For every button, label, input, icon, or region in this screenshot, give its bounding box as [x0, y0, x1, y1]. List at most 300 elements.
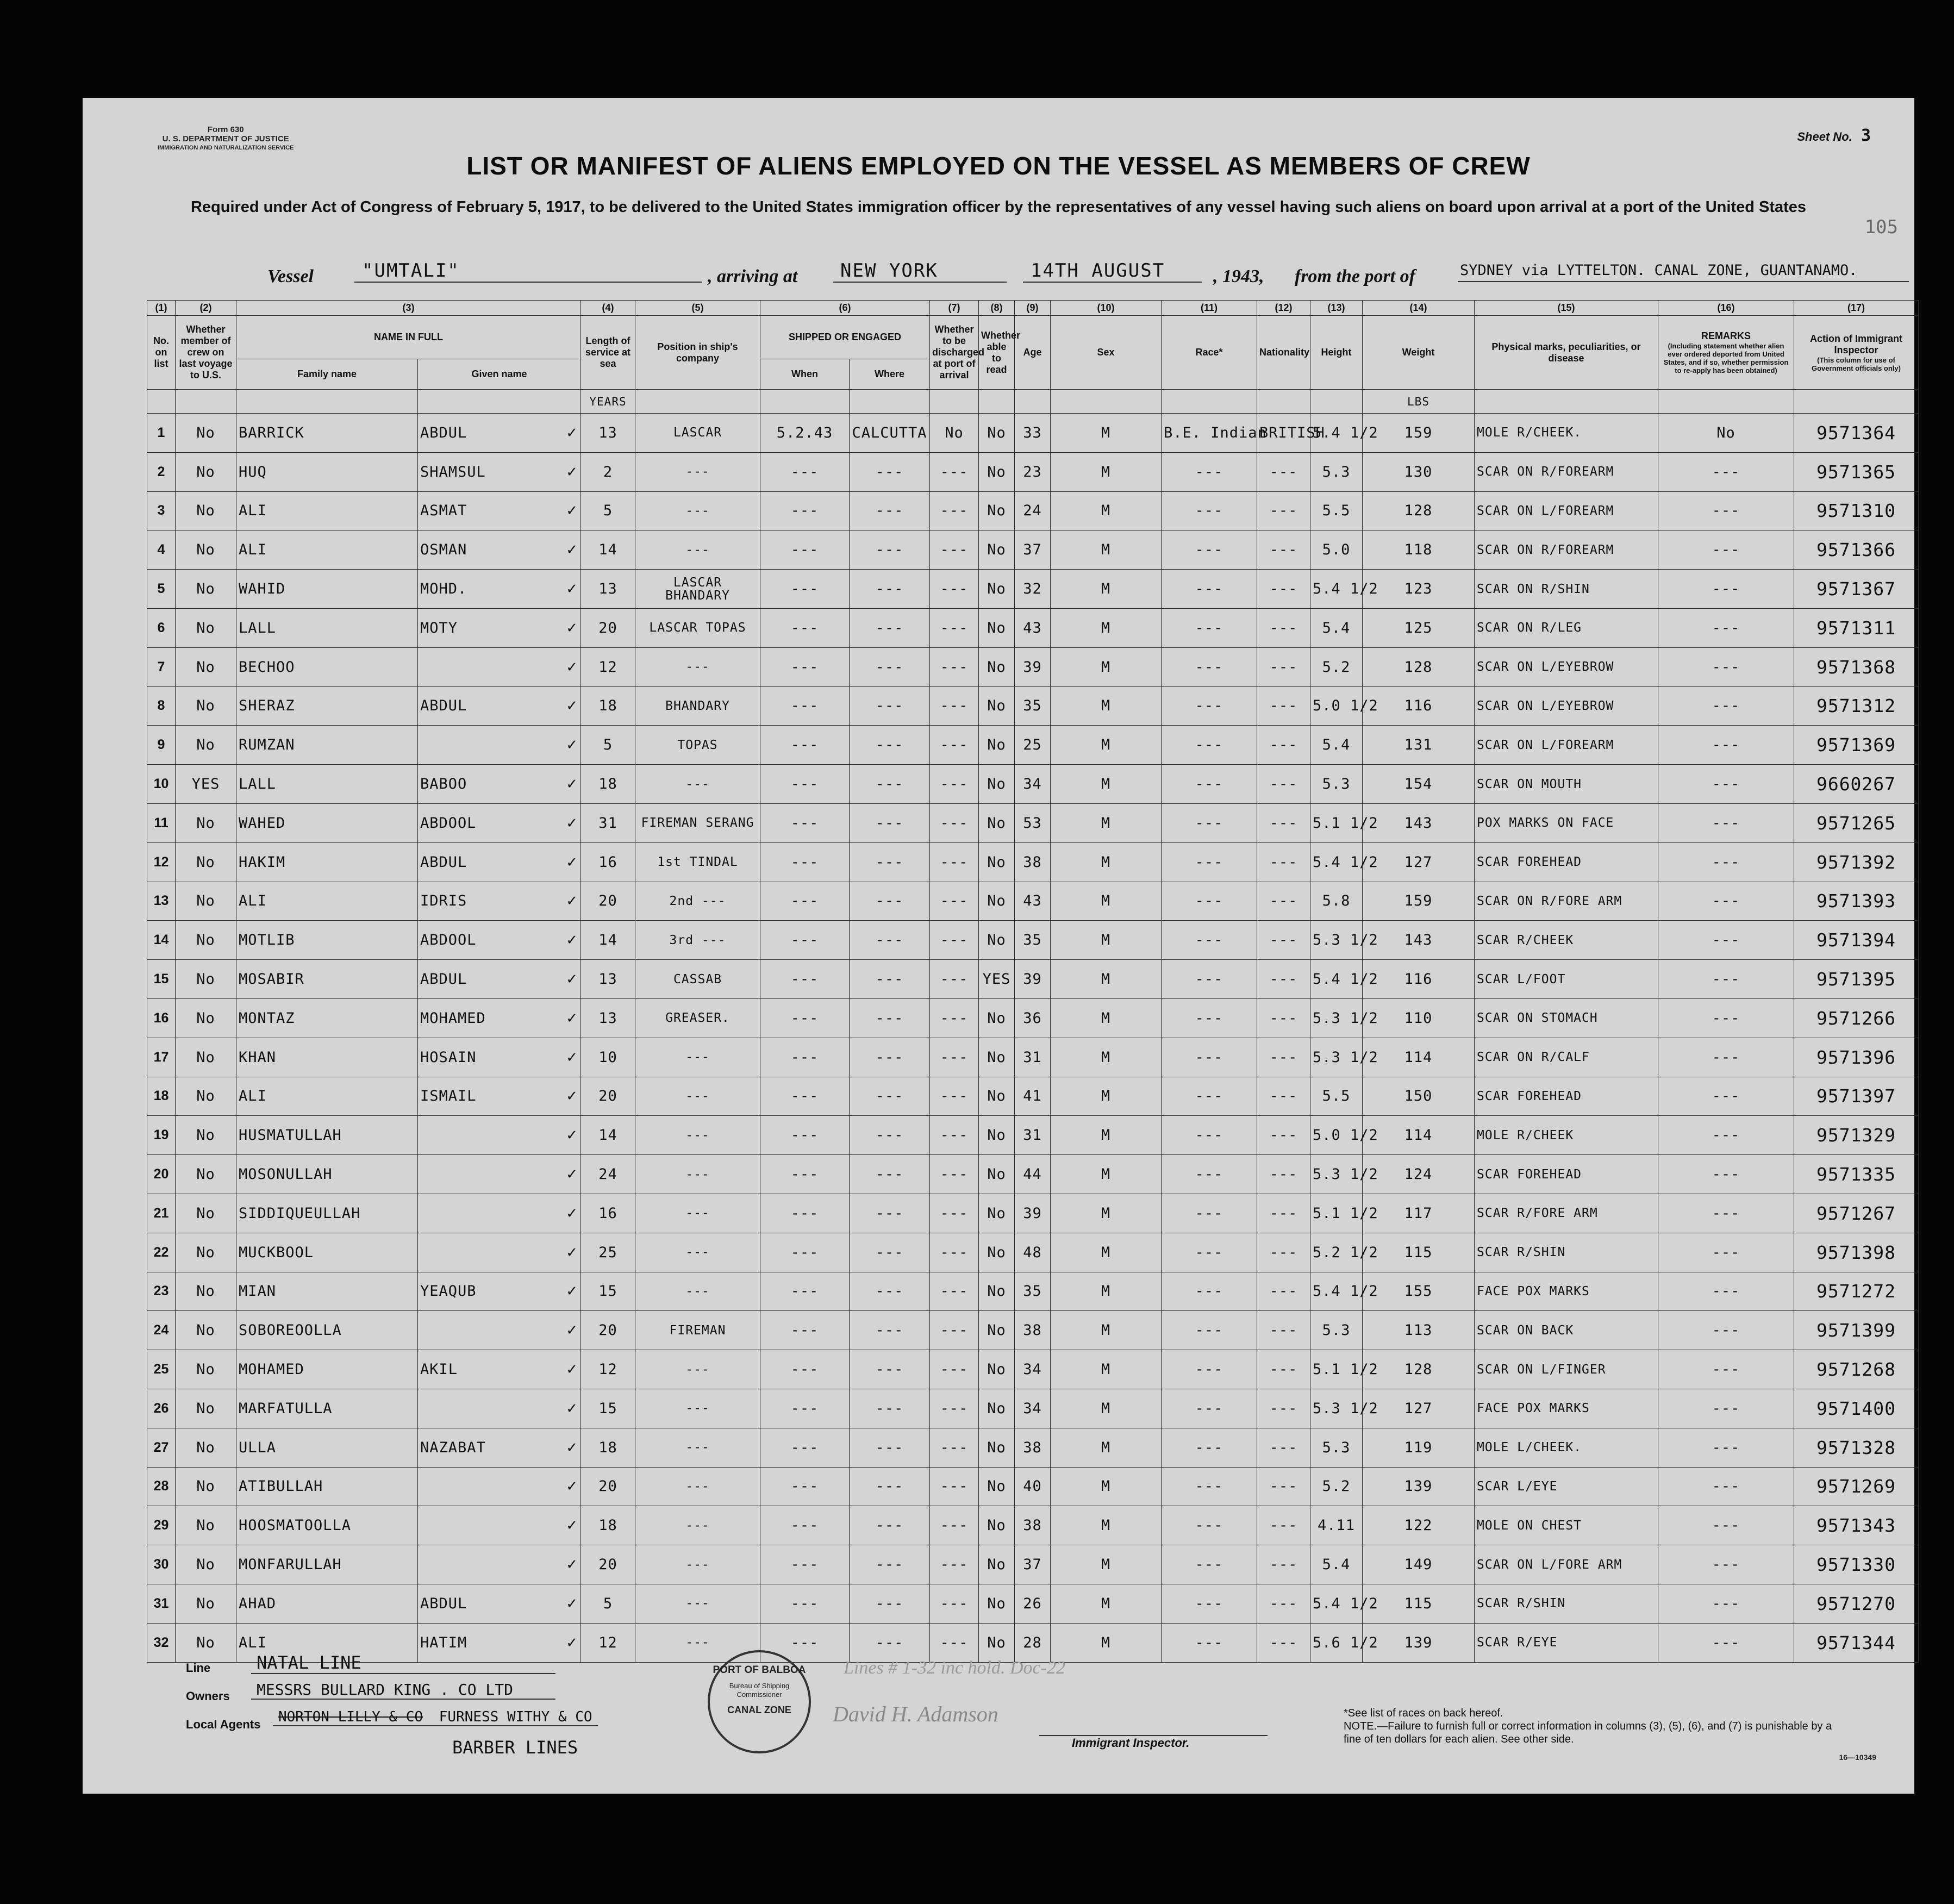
height-cell: 5.4 1/2 — [1310, 842, 1363, 882]
race-cell: --- — [1162, 1584, 1257, 1623]
department-name: U. S. DEPARTMENT OF JUSTICE — [162, 134, 289, 143]
weight-cell: 154 — [1363, 765, 1475, 804]
years-unit: YEARS — [581, 390, 635, 414]
member-last-voyage-cell: No — [176, 921, 236, 960]
inspector-action-cell: 9571392 — [1794, 842, 1919, 882]
able-to-read-cell: No — [979, 1272, 1015, 1311]
nationality-cell: --- — [1257, 570, 1310, 609]
sex-cell: M — [1051, 960, 1162, 999]
nationality-cell: --- — [1257, 1584, 1310, 1623]
list-number-cell: 14 — [147, 921, 176, 960]
inspector-action-cell: 9571365 — [1794, 452, 1919, 491]
shipped-where-cell: --- — [850, 842, 930, 882]
list-number-cell: 22 — [147, 1233, 176, 1272]
able-to-read-cell: No — [979, 803, 1015, 842]
able-to-read-cell: No — [979, 530, 1015, 570]
physical-marks-cell: SCAR ON R/SHIN — [1475, 570, 1658, 609]
weight-cell: 128 — [1363, 647, 1475, 686]
penalty-note: NOTE.—Failure to furnish full or correct information in columns (3), (5), (6), and (7) is punishable by a fine of ten dollars for each alien. See other side. — [1344, 1720, 1832, 1745]
weight-cell: 128 — [1363, 1350, 1475, 1389]
nationality-cell: --- — [1257, 1077, 1310, 1116]
race-cell: --- — [1162, 1116, 1257, 1155]
discharged-cell: --- — [930, 1272, 979, 1311]
sex-cell: M — [1051, 1272, 1162, 1311]
age-cell: 38 — [1015, 1428, 1051, 1467]
position-cell: --- — [635, 1545, 760, 1584]
shipped-when-cell: --- — [760, 882, 850, 921]
remarks-cell: --- — [1658, 1272, 1794, 1311]
position-cell: LASCAR — [635, 414, 760, 453]
height-cell: 5.4 1/2 — [1310, 1584, 1363, 1623]
position-cell: FIREMAN SERANG — [635, 803, 760, 842]
height-cell: 5.5 — [1310, 1077, 1363, 1116]
race-cell: --- — [1162, 726, 1257, 765]
service-length-cell: 2 — [581, 452, 635, 491]
remarks-cell: --- — [1658, 1194, 1794, 1233]
service-length-cell: 14 — [581, 921, 635, 960]
sex-cell: M — [1051, 530, 1162, 570]
physical-marks-cell: MOLE R/CHEEK — [1475, 1116, 1658, 1155]
remarks-cell: --- — [1658, 530, 1794, 570]
family-name-cell: AHAD — [236, 1584, 418, 1623]
able-to-read-cell: No — [979, 726, 1015, 765]
shipped-when-cell: 5.2.43 — [760, 414, 850, 453]
family-name-cell: KHAN — [236, 1038, 418, 1077]
given-name-cell — [418, 1272, 581, 1311]
sex-cell: M — [1051, 803, 1162, 842]
col-number: (7) — [930, 301, 979, 316]
col-number: (13) — [1310, 301, 1363, 316]
sheet-number: 3 — [1861, 126, 1871, 145]
remarks-cell: --- — [1658, 608, 1794, 647]
list-number-cell: 10 — [147, 765, 176, 804]
member-last-voyage-cell: No — [176, 452, 236, 491]
sheet-number-field — [1797, 126, 1871, 145]
shipped-where-cell: --- — [850, 1155, 930, 1194]
inspector-action-cell: 9571397 — [1794, 1077, 1919, 1116]
agents-row-2 — [186, 1737, 653, 1765]
position-cell: --- — [635, 452, 760, 491]
list-number-cell: 30 — [147, 1545, 176, 1584]
vessel-label: Vessel — [267, 266, 314, 286]
col-number: (5) — [635, 301, 760, 316]
family-name-cell: RUMZAN — [236, 726, 418, 765]
sex-cell: M — [1051, 647, 1162, 686]
position-cell: CASSAB — [635, 960, 760, 999]
family-name-cell: ALI — [236, 882, 418, 921]
service-length-cell: 13 — [581, 960, 635, 999]
given-name-cell — [418, 530, 581, 570]
arrival-date: 14TH AUGUST — [1023, 260, 1202, 283]
crew-row — [147, 414, 1919, 453]
sex-cell: M — [1051, 1350, 1162, 1389]
given-name-text: HOSAIN — [420, 1048, 477, 1066]
physical-marks-cell: SCAR ON L/FINGER — [1475, 1350, 1658, 1389]
race-cell: --- — [1162, 530, 1257, 570]
sex-cell: M — [1051, 1467, 1162, 1506]
inspector-action-cell: 9571270 — [1794, 1584, 1919, 1623]
race-cell: --- — [1162, 842, 1257, 882]
given-name-cell — [418, 1545, 581, 1584]
remarks-cell: --- — [1658, 452, 1794, 491]
height-cell: 5.6 1/2 — [1310, 1623, 1363, 1662]
service-length-cell: 14 — [581, 1116, 635, 1155]
shipped-where-cell: --- — [850, 803, 930, 842]
family-name-cell: MOTLIB — [236, 921, 418, 960]
shipped-where-cell: --- — [850, 1389, 930, 1428]
form-number: Form 630 — [207, 125, 244, 134]
list-number-cell: 15 — [147, 960, 176, 999]
position-cell: --- — [635, 1350, 760, 1389]
sex-cell: M — [1051, 726, 1162, 765]
nationality-cell: --- — [1257, 1311, 1310, 1350]
weight-cell: 159 — [1363, 882, 1475, 921]
shipped-when-cell: --- — [760, 1116, 850, 1155]
shipped-when-cell: --- — [760, 686, 850, 726]
discharged-cell: --- — [930, 1584, 979, 1623]
given-name-text: OSMAN — [420, 541, 467, 559]
physical-marks-cell: SCAR L/FOOT — [1475, 960, 1658, 999]
position-cell: LASCAR TOPAS — [635, 608, 760, 647]
header-where: Where — [850, 359, 930, 390]
document-title: LIST OR MANIFEST OF ALIENS EMPLOYED ON THE VESSEL AS MEMBERS OF CREW — [466, 152, 1531, 180]
family-name-cell: MONFARULLAH — [236, 1545, 418, 1584]
age-cell: 39 — [1015, 960, 1051, 999]
list-number-cell: 25 — [147, 1350, 176, 1389]
race-cell: --- — [1162, 608, 1257, 647]
member-last-voyage-cell: No — [176, 1350, 236, 1389]
remarks-title: REMARKS — [1701, 330, 1751, 341]
weight-cell: 139 — [1363, 1467, 1475, 1506]
family-name-cell: LALL — [236, 765, 418, 804]
weight-cell: 116 — [1363, 960, 1475, 999]
member-last-voyage-cell: No — [176, 1506, 236, 1545]
check-mark-icon: ✓ — [566, 425, 578, 441]
discharged-cell: --- — [930, 452, 979, 491]
member-last-voyage-cell: No — [176, 1623, 236, 1662]
check-mark-icon: ✓ — [566, 503, 578, 520]
shipped-where-cell: --- — [850, 1428, 930, 1467]
list-number-cell: 26 — [147, 1389, 176, 1428]
member-last-voyage-cell: No — [176, 882, 236, 921]
given-name-text: ABDUL — [420, 697, 467, 715]
physical-marks-cell: SCAR ON L/FORE ARM — [1475, 1545, 1658, 1584]
header-given-name: Given name — [418, 359, 581, 390]
member-last-voyage-cell: No — [176, 686, 236, 726]
inspector-action-cell: 9571369 — [1794, 726, 1919, 765]
line-label: Line — [186, 1661, 211, 1675]
crew-row — [147, 686, 1919, 726]
member-last-voyage-cell: No — [176, 1194, 236, 1233]
physical-marks-cell: SCAR ON L/FOREARM — [1475, 726, 1658, 765]
shipped-where-cell: --- — [850, 570, 930, 609]
position-cell: --- — [635, 1194, 760, 1233]
given-name-cell — [418, 686, 581, 726]
shipped-where-cell: CALCUTTA — [850, 414, 930, 453]
given-name-cell — [418, 1350, 581, 1389]
header-remarks — [1658, 316, 1794, 390]
given-name-text: SHAMSUL — [420, 463, 486, 480]
race-cell: --- — [1162, 647, 1257, 686]
able-to-read-cell: No — [979, 882, 1015, 921]
agents-current: FURNESS WITHY & CO — [439, 1709, 592, 1725]
family-name-cell: LALL — [236, 608, 418, 647]
shipped-where-cell: --- — [850, 1545, 930, 1584]
nationality-cell: --- — [1257, 1467, 1310, 1506]
shipped-when-cell: --- — [760, 1506, 850, 1545]
given-name-text: ASMAT — [420, 502, 467, 520]
header-able-to-read: Whether able to read — [979, 316, 1015, 390]
col-number: (14) — [1363, 301, 1475, 316]
remarks-cell: --- — [1658, 491, 1794, 530]
crew-row — [147, 1467, 1919, 1506]
inspector-action-cell: 9571366 — [1794, 530, 1919, 570]
able-to-read-cell: No — [979, 921, 1015, 960]
nationality-cell: --- — [1257, 1428, 1310, 1467]
shipped-when-cell: --- — [760, 1467, 850, 1506]
physical-marks-cell: MOLE L/CHEEK. — [1475, 1428, 1658, 1467]
age-cell: 35 — [1015, 1272, 1051, 1311]
weight-cell: 123 — [1363, 570, 1475, 609]
discharged-cell: --- — [930, 1623, 979, 1662]
remarks-cell: --- — [1658, 1584, 1794, 1623]
crew-row — [147, 608, 1919, 647]
given-name-cell — [418, 570, 581, 609]
inspector-action-cell: 9571272 — [1794, 1272, 1919, 1311]
col-number: (12) — [1257, 301, 1310, 316]
given-name-cell — [418, 414, 581, 453]
height-cell: 5.3 — [1310, 452, 1363, 491]
check-mark-icon: ✓ — [566, 1518, 578, 1534]
height-cell: 5.3 1/2 — [1310, 921, 1363, 960]
age-cell: 25 — [1015, 726, 1051, 765]
race-cell: --- — [1162, 1545, 1257, 1584]
weight-cell: 113 — [1363, 1311, 1475, 1350]
race-cell: --- — [1162, 452, 1257, 491]
age-cell: 40 — [1015, 1467, 1051, 1506]
check-mark-icon: ✓ — [566, 932, 578, 949]
age-cell: 43 — [1015, 882, 1051, 921]
sex-cell: M — [1051, 1155, 1162, 1194]
crew-row — [147, 960, 1919, 999]
sex-cell: M — [1051, 608, 1162, 647]
shipped-when-cell: --- — [760, 726, 850, 765]
remarks-cell: --- — [1658, 1428, 1794, 1467]
given-name-cell — [418, 960, 581, 999]
height-cell: 5.0 — [1310, 530, 1363, 570]
position-cell: --- — [635, 1038, 760, 1077]
nationality-cell: --- — [1257, 1272, 1310, 1311]
position-cell: --- — [635, 491, 760, 530]
nationality-cell: --- — [1257, 1155, 1310, 1194]
header-age: Age — [1015, 316, 1051, 390]
family-name-cell: ALI — [236, 1623, 418, 1662]
crew-rows — [147, 390, 1919, 1663]
remarks-cell: --- — [1658, 842, 1794, 882]
discharged-cell: --- — [930, 491, 979, 530]
inspector-action-cell: 9571328 — [1794, 1428, 1919, 1467]
header-name-in-full: NAME IN FULL — [236, 316, 581, 359]
col-number: (9) — [1015, 301, 1051, 316]
able-to-read-cell: No — [979, 1116, 1015, 1155]
weight-cell: 119 — [1363, 1428, 1475, 1467]
shipped-where-cell: --- — [850, 1350, 930, 1389]
shipped-when-cell: --- — [760, 1038, 850, 1077]
check-mark-icon: ✓ — [566, 464, 578, 480]
height-cell: 5.4 1/2 — [1310, 1272, 1363, 1311]
race-cell: --- — [1162, 570, 1257, 609]
height-cell: 5.4 1/2 — [1310, 570, 1363, 609]
shipped-when-cell: --- — [760, 960, 850, 999]
check-mark-icon: ✓ — [566, 1010, 578, 1027]
inspector-annotation: Lines # 1-32 inc hold. Doc-22 — [844, 1658, 1065, 1678]
given-name-cell — [418, 1233, 581, 1272]
crew-row — [147, 452, 1919, 491]
col-number: (8) — [979, 301, 1015, 316]
manifest-footer — [186, 1652, 653, 1765]
service-length-cell: 16 — [581, 842, 635, 882]
age-cell: 31 — [1015, 1116, 1051, 1155]
list-number-cell: 6 — [147, 608, 176, 647]
crew-row — [147, 882, 1919, 921]
check-mark-icon: ✓ — [566, 815, 578, 832]
nationality-cell: --- — [1257, 647, 1310, 686]
shipped-when-cell: --- — [760, 530, 850, 570]
check-mark-icon: ✓ — [566, 1088, 578, 1105]
able-to-read-cell: No — [979, 647, 1015, 686]
able-to-read-cell: No — [979, 842, 1015, 882]
shipped-where-cell: --- — [850, 647, 930, 686]
given-name-cell — [418, 882, 581, 921]
family-name-cell: SIDDIQUEULLAH — [236, 1194, 418, 1233]
sex-cell: M — [1051, 882, 1162, 921]
height-cell: 5.3 — [1310, 765, 1363, 804]
crew-row — [147, 570, 1919, 609]
shipped-when-cell: --- — [760, 647, 850, 686]
check-mark-icon: ✓ — [566, 1322, 578, 1339]
position-cell: FIREMAN — [635, 1311, 760, 1350]
col-number: (16) — [1658, 301, 1794, 316]
crew-row — [147, 1272, 1919, 1311]
height-cell: 5.3 — [1310, 1428, 1363, 1467]
given-name-cell — [418, 765, 581, 804]
header-when: When — [760, 359, 850, 390]
remarks-cell: --- — [1658, 960, 1794, 999]
inspector-action-cell: 9571396 — [1794, 1038, 1919, 1077]
given-name-cell — [418, 647, 581, 686]
nationality-cell: --- — [1257, 1038, 1310, 1077]
inspector-action-cell: 9571395 — [1794, 960, 1919, 999]
given-name-cell — [418, 1038, 581, 1077]
col-number: (15) — [1475, 301, 1658, 316]
weight-cell: 143 — [1363, 921, 1475, 960]
shipped-when-cell: --- — [760, 921, 850, 960]
weight-cell: 114 — [1363, 1116, 1475, 1155]
remarks-cell: --- — [1658, 686, 1794, 726]
nationality-cell: --- — [1257, 1194, 1310, 1233]
height-cell: 5.2 1/2 — [1310, 1233, 1363, 1272]
remarks-subtitle: (Including statement whether alien ever ordered deported from United States, and if so, whether permission to re-apply has been obtained) — [1663, 342, 1789, 374]
weight-cell: 115 — [1363, 1233, 1475, 1272]
service-length-cell: 12 — [581, 1623, 635, 1662]
nationality-cell: --- — [1257, 1116, 1310, 1155]
list-number-cell: 4 — [147, 530, 176, 570]
from-port: SYDNEY via LYTTELTON. CANAL ZONE, GUANTANAMO. — [1458, 260, 1909, 282]
height-cell: 5.1 1/2 — [1310, 1350, 1363, 1389]
form-identifier — [158, 125, 294, 153]
given-name-text: ISMAIL — [420, 1088, 477, 1105]
height-cell: 5.2 — [1310, 1467, 1363, 1506]
given-name-cell — [418, 491, 581, 530]
sex-cell: M — [1051, 491, 1162, 530]
height-cell: 5.4 — [1310, 726, 1363, 765]
discharged-cell: --- — [930, 842, 979, 882]
given-name-cell — [418, 726, 581, 765]
shipped-when-cell: --- — [760, 1272, 850, 1311]
physical-marks-cell: SCAR ON R/FOREARM — [1475, 530, 1658, 570]
crew-row — [147, 1116, 1919, 1155]
age-cell: 41 — [1015, 1077, 1051, 1116]
family-name-cell: HUQ — [236, 452, 418, 491]
discharged-cell: --- — [930, 803, 979, 842]
member-last-voyage-cell: No — [176, 1389, 236, 1428]
list-number-cell: 32 — [147, 1623, 176, 1662]
crew-row — [147, 1155, 1919, 1194]
family-name-cell: ATIBULLAH — [236, 1467, 418, 1506]
discharged-cell: --- — [930, 1389, 979, 1428]
header-height: Height — [1310, 316, 1363, 390]
given-name-cell — [418, 921, 581, 960]
shipped-where-cell: --- — [850, 1311, 930, 1350]
age-cell: 31 — [1015, 1038, 1051, 1077]
able-to-read-cell: No — [979, 1389, 1015, 1428]
check-mark-icon: ✓ — [566, 1595, 578, 1612]
height-cell: 5.8 — [1310, 882, 1363, 921]
nationality-cell: --- — [1257, 1350, 1310, 1389]
member-last-voyage-cell: No — [176, 1545, 236, 1584]
weight-cell: 139 — [1363, 1623, 1475, 1662]
able-to-read-cell: No — [979, 1545, 1015, 1584]
service-length-cell: 18 — [581, 765, 635, 804]
sex-cell: M — [1051, 998, 1162, 1038]
discharged-cell: --- — [930, 882, 979, 921]
given-name-text: HATIM — [420, 1634, 467, 1651]
race-cell: --- — [1162, 921, 1257, 960]
nationality-cell: --- — [1257, 686, 1310, 726]
remarks-cell: --- — [1658, 1038, 1794, 1077]
family-name-cell: MOHAMED — [236, 1350, 418, 1389]
shipped-where-cell: --- — [850, 1467, 930, 1506]
discharged-cell: --- — [930, 960, 979, 999]
sex-cell: M — [1051, 1116, 1162, 1155]
family-name-cell: MUCKBOOL — [236, 1233, 418, 1272]
shipped-when-cell: --- — [760, 1545, 850, 1584]
check-mark-icon: ✓ — [566, 698, 578, 715]
shipped-where-cell: --- — [850, 1506, 930, 1545]
sex-cell: M — [1051, 1311, 1162, 1350]
discharged-cell: No — [930, 414, 979, 453]
age-cell: 28 — [1015, 1623, 1051, 1662]
given-name-text: MOHD. — [420, 580, 467, 598]
nationality-cell: --- — [1257, 1233, 1310, 1272]
race-cell: --- — [1162, 1428, 1257, 1467]
crew-row — [147, 1350, 1919, 1389]
service-length-cell: 5 — [581, 491, 635, 530]
able-to-read-cell: No — [979, 998, 1015, 1038]
weight-cell: 143 — [1363, 803, 1475, 842]
inspector-action-cell: 9571310 — [1794, 491, 1919, 530]
service-length-cell: 5 — [581, 1584, 635, 1623]
